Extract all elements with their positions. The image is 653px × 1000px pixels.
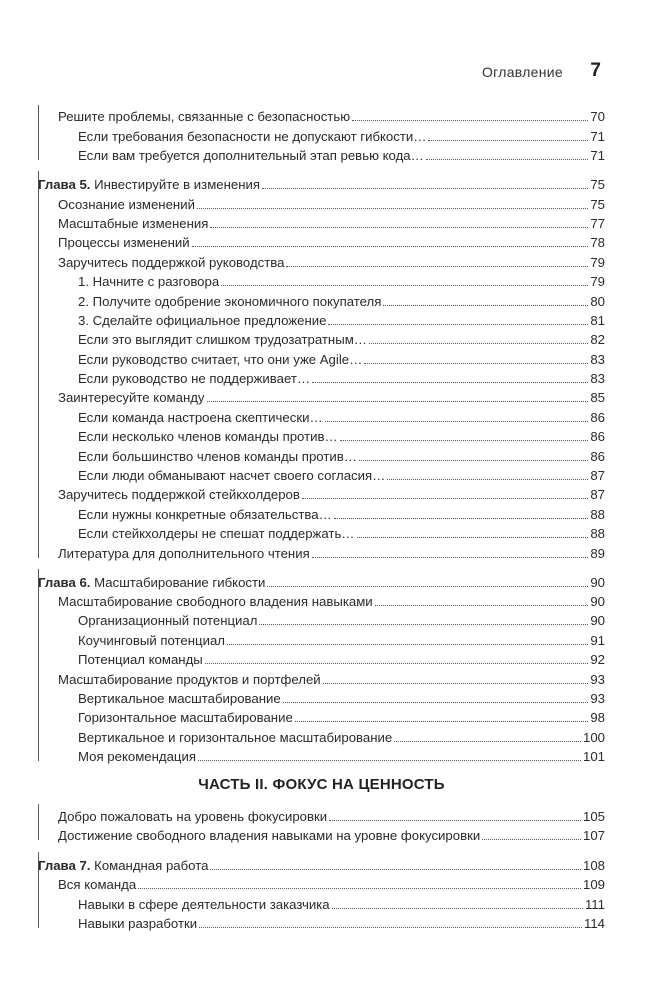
- toc-entry-title: Вертикальное масштабирование: [78, 690, 281, 706]
- toc-entry-title: Коучинговый потенциал: [78, 632, 225, 648]
- toc-entry-title: Если нужны конкретные обязательства…: [78, 506, 332, 522]
- part-heading[interactable]: ЧАСТЬ II. ФОКУС НА ЦЕННОСТЬ: [198, 775, 445, 793]
- toc-entry-page: 82: [590, 332, 605, 348]
- toc-entry[interactable]: [38, 706, 605, 725]
- toc-entry-page: 101: [582, 749, 605, 765]
- toc-entry-page: 75: [590, 196, 605, 212]
- toc-entry[interactable]: [38, 687, 605, 706]
- toc-entry[interactable]: [38, 824, 605, 843]
- toc-leader: [199, 927, 582, 928]
- toc-entry-page: 71: [590, 128, 605, 144]
- toc-leader: [227, 644, 588, 645]
- toc-entry-page: 109: [582, 877, 605, 893]
- toc-entry[interactable]: [38, 347, 605, 366]
- toc-entry-page: 98: [590, 710, 605, 726]
- toc-leader: [364, 363, 588, 364]
- toc-entry-page: 77: [590, 215, 605, 231]
- toc-entry[interactable]: [38, 892, 605, 911]
- toc-entry-title: Добро пожаловать на уровень фокусировки: [58, 808, 328, 824]
- toc-leader: [369, 343, 588, 344]
- toc-entry-page: 92: [590, 652, 605, 668]
- toc-entry[interactable]: [38, 386, 605, 405]
- toc-entry-title: Потенциал команды: [78, 652, 203, 668]
- toc-entry-title: Моя рекомендация: [78, 749, 196, 765]
- toc-entry[interactable]: [38, 444, 605, 463]
- toc-entry-title: Навыки в сфере деятельности заказчика: [78, 896, 330, 912]
- toc-leader: [394, 741, 581, 742]
- toc-part-2-intro: [38, 804, 605, 843]
- toc-entry-title: Вертикальное и горизонтальное масштабирование: [78, 729, 393, 745]
- toc-leader: [426, 159, 589, 160]
- page-number: 7: [590, 60, 601, 81]
- toc-entry-page: 105: [582, 808, 605, 824]
- toc-leader: [312, 557, 589, 558]
- toc-entry-title: Если команда настроена скептически…: [78, 409, 323, 425]
- toc-entry-page: 80: [590, 293, 605, 309]
- toc-entry[interactable]: [38, 367, 605, 386]
- toc-entry-page: 114: [583, 916, 605, 932]
- toc-leader: [205, 663, 589, 664]
- toc-leader: [207, 401, 589, 402]
- toc-leader: [352, 120, 588, 121]
- toc-leader: [283, 702, 589, 703]
- toc-entry-page: 81: [590, 312, 605, 328]
- toc-entry-title: Заинтересуйте команду: [58, 390, 205, 406]
- toc-leader: [329, 820, 581, 821]
- toc-leader: [192, 246, 589, 247]
- toc-chapter-heading[interactable]: [38, 569, 605, 590]
- toc-entry[interactable]: [38, 464, 605, 483]
- toc-entry[interactable]: [38, 541, 605, 560]
- toc-entry[interactable]: [38, 873, 605, 892]
- toc-leader: [357, 537, 589, 538]
- toc-entry-title: Организационный потенциал: [78, 613, 258, 629]
- toc-entry-title: Решите проблемы, связанные с безопасностью: [58, 109, 351, 125]
- toc-entry-title: Вся команда: [58, 877, 137, 893]
- table-of-contents: [38, 105, 605, 931]
- toc-entry-title: Инвестируйте в изменения: [90, 177, 261, 193]
- toc-entry-title: Если люди обманывают насчет своего согласия…: [78, 468, 386, 484]
- toc-group-continued: [38, 105, 605, 163]
- toc-entry[interactable]: [38, 289, 605, 308]
- toc-leader: [210, 869, 581, 870]
- toc-entry-title: Если требования безопасности не допускают гибкости…: [78, 128, 427, 144]
- toc-entry[interactable]: [38, 405, 605, 424]
- toc-entry-page: 111: [584, 896, 605, 912]
- toc-entry[interactable]: [38, 309, 605, 328]
- toc-entry-title: 1. Начните с разговора: [78, 274, 220, 290]
- toc-entry-page: 107: [582, 827, 605, 843]
- toc-entry-page: 91: [590, 632, 605, 648]
- toc-entry[interactable]: [38, 483, 605, 502]
- toc-entry[interactable]: [38, 667, 605, 686]
- toc-entry-page: 75: [590, 177, 605, 193]
- toc-entry-page: 85: [590, 390, 605, 406]
- toc-entry-title: Если руководство не поддерживает…: [78, 371, 311, 387]
- toc-leader: [138, 888, 581, 889]
- toc-leader: [210, 227, 588, 228]
- toc-entry-title: Если руководство считает, что они уже Agile…: [78, 351, 363, 367]
- toc-entry-page: 89: [590, 545, 605, 561]
- toc-leader: [359, 460, 588, 461]
- toc-entry-title: Масштабирование гибкости: [90, 574, 266, 590]
- toc-entry-page: 93: [590, 671, 605, 687]
- toc-chapter-heading[interactable]: [38, 852, 605, 873]
- toc-entry-title: 3. Сделайте официальное предложение: [78, 312, 327, 328]
- toc-leader: [375, 605, 589, 606]
- toc-leader: [387, 479, 588, 480]
- toc-entry-title: Если несколько членов команды против…: [78, 429, 338, 445]
- toc-chapter-7: [38, 852, 605, 931]
- toc-entry-title: Навыки разработки: [78, 916, 198, 932]
- toc-leader: [295, 721, 589, 722]
- toc-entry-page: 100: [582, 729, 605, 745]
- toc-entry[interactable]: [38, 328, 605, 347]
- toc-entry-title: Осознание изменений: [58, 196, 195, 212]
- toc-leader: [334, 518, 589, 519]
- toc-leader: [259, 624, 588, 625]
- toc-entry[interactable]: [38, 628, 605, 647]
- toc-leader: [482, 839, 581, 840]
- toc-entry[interactable]: [38, 425, 605, 444]
- toc-entry-page: 79: [590, 254, 605, 270]
- toc-entry-page: 83: [590, 351, 605, 367]
- toc-leader: [323, 683, 589, 684]
- toc-entry[interactable]: [38, 522, 605, 541]
- toc-entry-title: Заручитесь поддержкой стейкхолдеров: [58, 487, 300, 503]
- toc-entry[interactable]: [38, 124, 605, 143]
- toc-leader: [383, 305, 588, 306]
- toc-entry-title: Горизонтальное масштабирование: [78, 710, 293, 726]
- toc-entry-title: 2. Получите одобрение экономичного покупателя: [78, 293, 382, 309]
- toc-leader: [325, 421, 589, 422]
- toc-entry-title: Если это выглядит слишком трудозатратным…: [78, 332, 367, 348]
- toc-chapter-label: Глава 6.: [38, 574, 91, 590]
- toc-leader: [221, 285, 588, 286]
- toc-entry[interactable]: [38, 502, 605, 521]
- toc-entry[interactable]: [38, 105, 605, 124]
- toc-chapter-label: Глава 5.: [38, 177, 91, 193]
- toc-entry-page: 90: [590, 593, 605, 609]
- toc-entry-page: 87: [590, 468, 605, 484]
- toc-entry[interactable]: [38, 270, 605, 289]
- toc-leader: [197, 208, 588, 209]
- toc-entry-page: 88: [590, 506, 605, 522]
- toc-entry[interactable]: [38, 192, 605, 211]
- toc-entry[interactable]: [38, 609, 605, 628]
- toc-entry[interactable]: [38, 725, 605, 744]
- toc-entry-page: 83: [590, 371, 605, 387]
- toc-entry-title: Если вам требуется дополнительный этап ревью кода…: [78, 148, 424, 164]
- toc-leader: [198, 760, 581, 761]
- toc-entry-title: Командная работа: [90, 857, 209, 873]
- toc-entry[interactable]: [38, 212, 605, 231]
- toc-entry-title: Масштабирование свободного владения навыками: [58, 593, 373, 609]
- toc-entry-page: 86: [590, 448, 605, 464]
- toc-entry-page: 93: [590, 690, 605, 706]
- toc-entry[interactable]: [38, 590, 605, 609]
- toc-entry-page: 90: [590, 613, 605, 629]
- toc-leader: [312, 382, 588, 383]
- toc-entry-page: 71: [590, 148, 605, 164]
- toc-entry[interactable]: [38, 745, 605, 764]
- toc-entry[interactable]: [38, 912, 605, 931]
- toc-entry-title: Если стейкхолдеры не спешат поддержать…: [78, 526, 355, 542]
- toc-chapter-6: [38, 569, 605, 765]
- running-header: [0, 60, 653, 84]
- toc-leader: [328, 324, 588, 325]
- toc-leader: [428, 140, 588, 141]
- toc-leader: [332, 908, 583, 909]
- toc-entry-title: Процессы изменений: [58, 235, 190, 251]
- toc-entry-title: Заручитесь поддержкой руководства: [58, 254, 285, 270]
- toc-entry-page: 86: [590, 409, 605, 425]
- toc-entry-title: Масштабирование продуктов и портфелей: [58, 671, 321, 687]
- toc-entry-page: 79: [590, 274, 605, 290]
- toc-leader: [302, 498, 588, 499]
- toc-entry[interactable]: [38, 250, 605, 269]
- running-header-title: Оглавление: [481, 64, 563, 80]
- toc-chapter-label: Глава 7.: [38, 857, 91, 873]
- toc-entry-page: 86: [590, 429, 605, 445]
- toc-entry-title: Достижение свободного владения навыками на уровне фокусировки: [58, 827, 481, 843]
- toc-entry-page: 88: [590, 526, 605, 542]
- toc-entry-page: 70: [590, 109, 605, 125]
- toc-chapter-heading[interactable]: [38, 171, 605, 192]
- toc-entry[interactable]: [38, 231, 605, 250]
- toc-entry-page: 78: [590, 235, 605, 251]
- toc-entry-title: Масштабные изменения: [58, 215, 209, 231]
- toc-leader: [286, 266, 588, 267]
- toc-entry[interactable]: [38, 648, 605, 667]
- toc-leader: [340, 440, 589, 441]
- toc-entry-title: Литература для дополнительного чтения: [58, 545, 310, 561]
- toc-leader: [267, 586, 588, 587]
- toc-chapter-5: [38, 171, 605, 560]
- toc-entry-page: 87: [590, 487, 605, 503]
- toc-entry-page: 108: [582, 857, 605, 873]
- toc-leader: [262, 188, 588, 189]
- toc-entry[interactable]: [38, 804, 605, 823]
- toc-entry-title: Если большинство членов команды против…: [78, 448, 357, 464]
- toc-entry-page: 90: [590, 574, 605, 590]
- toc-entry[interactable]: [38, 144, 605, 163]
